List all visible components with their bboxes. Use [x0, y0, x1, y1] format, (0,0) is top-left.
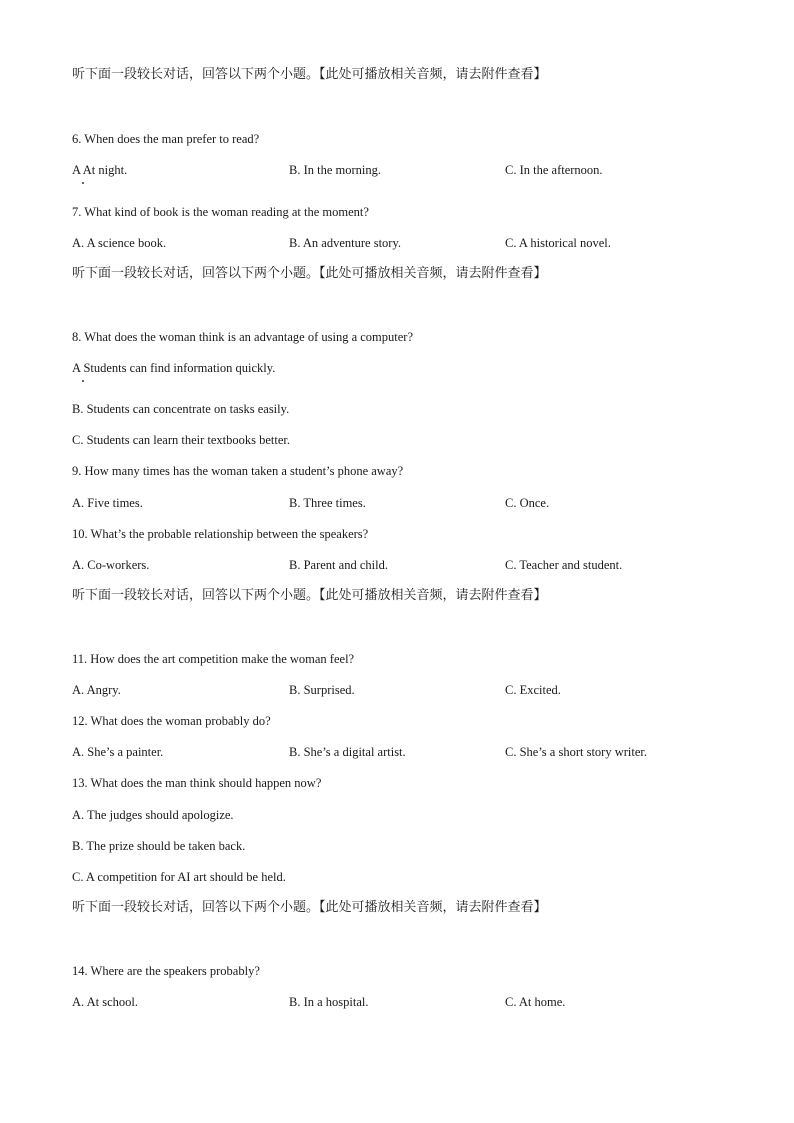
- question-10-option-b: B. Parent and child.: [289, 558, 388, 572]
- question-12-option-b: B. She’s a digital artist.: [289, 745, 406, 759]
- question-9-stem: 9. How many times has the woman taken a student’s phone away?: [72, 464, 404, 478]
- question-6-option-a: A At night.: [72, 163, 128, 177]
- question-6-option-b: B. In the morning.: [289, 163, 382, 177]
- question-7-option-c: C. A historical novel.: [505, 236, 611, 250]
- question-10-stem: 10. What’s the probable relationship between the speakers?: [72, 527, 369, 541]
- question-8-option-c: C. Students can learn their textbooks better.: [72, 433, 291, 447]
- listening-instruction-1: 听下面一段较长对话，回答以下两个小题。【此处可播放相关音频，请去附件查看】: [72, 67, 547, 82]
- option-a-dot-mark: [82, 182, 84, 184]
- question-13-stem: 13. What does the man think should happen now?: [72, 776, 322, 790]
- question-8-option-b: B. Students can concentrate on tasks easily.: [72, 402, 290, 416]
- question-11-option-b: B. Surprised.: [289, 683, 355, 697]
- question-11-stem: 11. How does the art competition make the woman feel?: [72, 652, 355, 666]
- listening-instruction-4: 听下面一段较长对话，回答以下两个小题。【此处可播放相关音频，请去附件查看】: [72, 900, 547, 915]
- listening-instruction-2: 听下面一段较长对话，回答以下两个小题。【此处可播放相关音频，请去附件查看】: [72, 266, 547, 281]
- question-6-stem: 6. When does the man prefer to read?: [72, 132, 260, 146]
- question-10-option-a: A. Co-workers.: [72, 558, 150, 572]
- question-11-option-c: C. Excited.: [505, 683, 561, 697]
- question-12-stem: 12. What does the woman probably do?: [72, 714, 271, 728]
- question-11-option-a: A. Angry.: [72, 683, 121, 697]
- question-6-option-c: C. In the afternoon.: [505, 163, 603, 177]
- question-10-option-c: C. Teacher and student.: [505, 558, 623, 572]
- question-14-option-b: B. In a hospital.: [289, 995, 369, 1009]
- question-7-stem: 7. What kind of book is the woman reading at the moment?: [72, 205, 369, 219]
- question-9-option-b: B. Three times.: [289, 496, 366, 510]
- question-8-stem: 8. What does the woman think is an advantage of using a computer?: [72, 330, 413, 344]
- question-14-stem: 14. Where are the speakers probably?: [72, 964, 260, 978]
- question-8-option-a: A Students can find information quickly.: [72, 361, 276, 375]
- listening-instruction-3: 听下面一段较长对话，回答以下两个小题。【此处可播放相关音频，请去附件查看】: [72, 588, 547, 603]
- question-13-option-b: B. The prize should be taken back.: [72, 839, 246, 853]
- question-14-option-a: A. At school.: [72, 995, 138, 1009]
- question-13-option-a: A. The judges should apologize.: [72, 808, 234, 822]
- question-7-option-a: A. A science book.: [72, 236, 167, 250]
- question-9-option-a: A. Five times.: [72, 496, 143, 510]
- question-14-option-c: C. At home.: [505, 995, 566, 1009]
- option-a-dot-mark: [82, 380, 84, 382]
- question-13-option-c: C. A competition for AI art should be held.: [72, 870, 286, 884]
- question-7-option-b: B. An adventure story.: [289, 236, 402, 250]
- question-9-option-c: C. Once.: [505, 496, 550, 510]
- question-12-option-c: C. She’s a short story writer.: [505, 745, 648, 759]
- question-12-option-a: A. She’s a painter.: [72, 745, 164, 759]
